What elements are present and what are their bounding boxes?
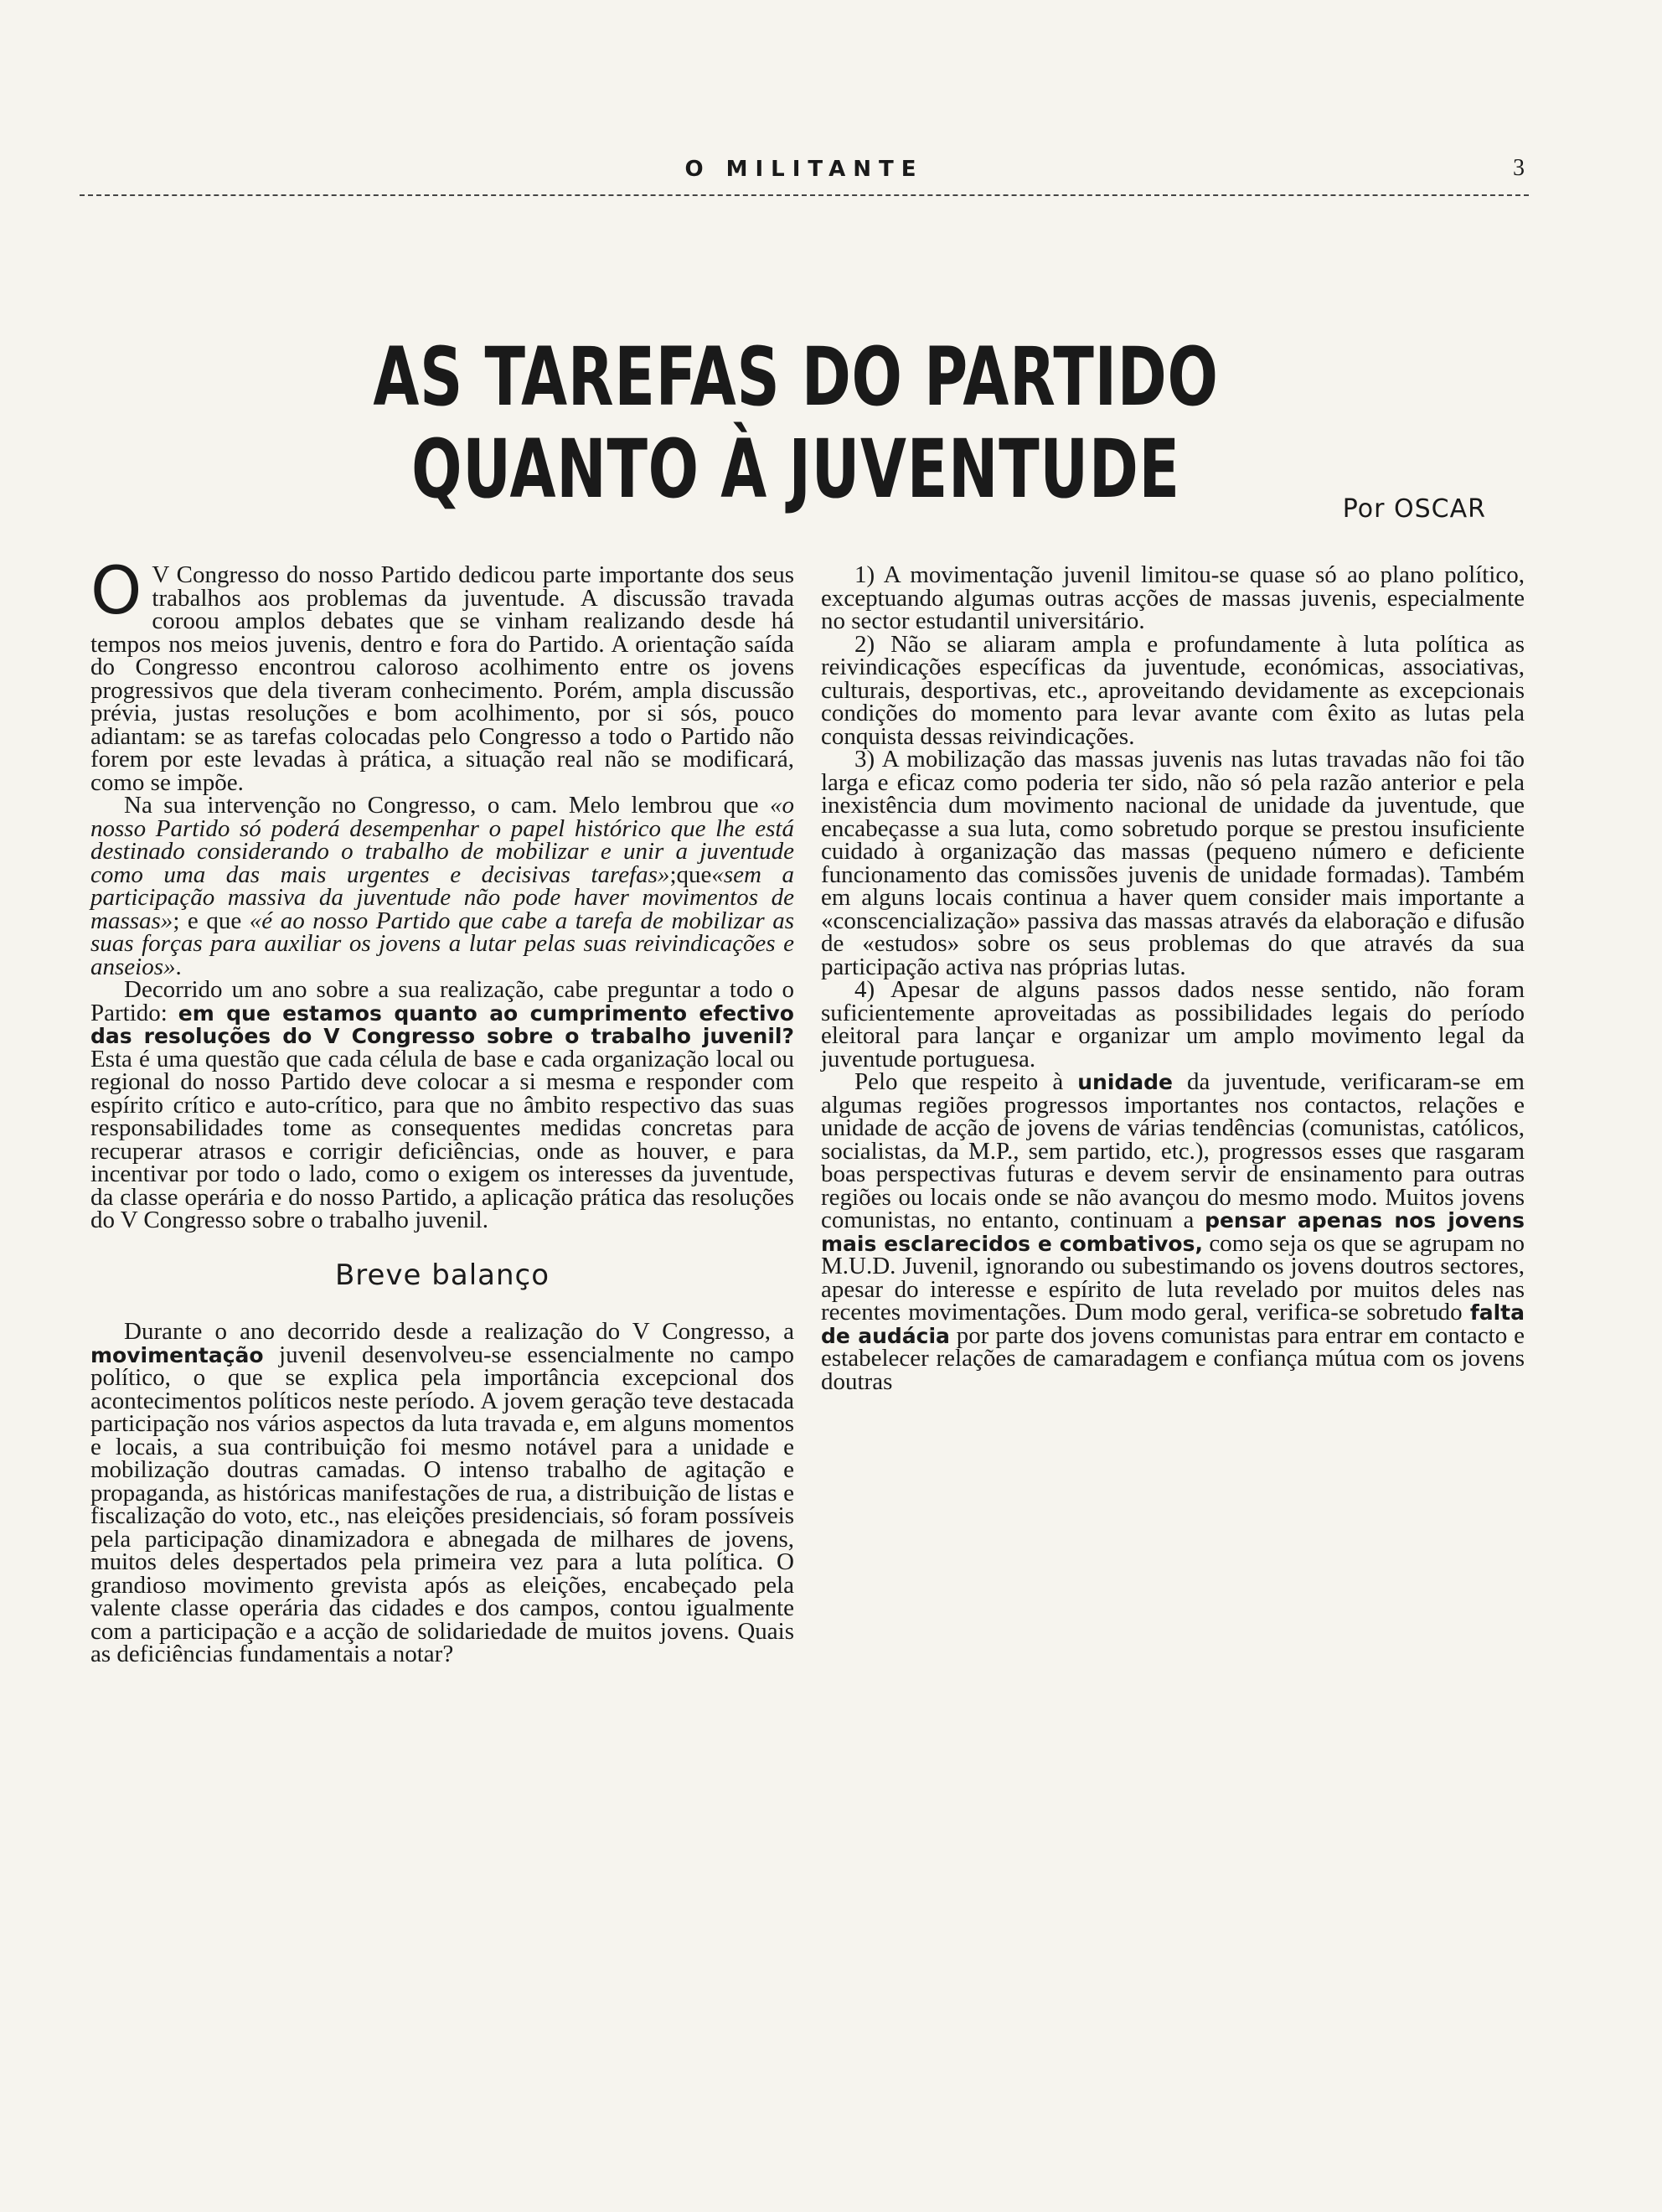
bold-question: em que estamos quanto ao cumprimento efectivo das resoluções do V Congresso sobre o trabalho juvenil? — [90, 1000, 794, 1048]
point-2: 2) Não se aliaram ampla e profundamente à luta política as reivindicações específicas da juventude, económicas, associativas, culturais, desportivas, etc., aproveitando devidamente as excepcionais condições do momento para levar avante com êxito as lutas pela conquista dessas reivindicações. — [821, 630, 1525, 750]
header-rule — [80, 194, 1529, 196]
article-title: AS TAREFAS DO PARTIDO QUANTO À JUVENTUDE — [373, 330, 1219, 516]
column-left — [90, 554, 794, 1667]
paragraph-question: Decorrido um ano sobre a sua realização, cabe preguntar a todo o Partido: em que estamos quanto ao cumprimento efectivo das resoluções do V Congresso sobre o trabalho juvenil? Esta é uma questão que cada célula de base e cada organização local ou regional do nosso Partido deve colocar a si mesma e responder com espírito crítico e auto-crítico, para que no âmbito respectivo das suas responsabilidades tome as consequentes medidas concretas para recuperar atrasos e corrigir deficiências, onde as houver, e para incentivar por todo o lado, como o exigem os interesses da juventude, da classe operária e do nosso Partido, a aplicação prática das resoluções do V Congresso sobre o trabalho juvenil. — [90, 976, 794, 1233]
paragraph-unity: Pelo que respeito à unidade da juventude, verificaram-se em algumas regiões progressos importantes nos contactos, relações e unidade de acção de jovens de várias tendências (comunistas, católicos, socialistas, da M.P., sem partido, etc.), progressos esses que rasgaram boas perspectivas futuras e devem servir de ensinamento para outras regiões ou locais onde se não avançou do mesmo modo. Muitos jovens comunistas, no entanto, continuam a pensar apenas nos jovens mais esclarecidos e combativos, como seja os que se agrupam no M.U.D. Juvenil, ignorando ou subestimando os jovens doutros sectores, apesar do interesse e espírito de luta revelado por muitos deles nas recentes movimentações. Dum modo geral, verifica-se sobretudo falta de audácia por parte dos jovens comunistas para entrar em contacto e estabelecer relações de camaradagem e confiança mútua com os jovens doutras — [821, 1068, 1525, 1395]
bold-pensar: pensar apenas nos jovens mais esclarecidos e combativos, — [821, 1208, 1525, 1256]
masthead: O MILITANTE — [684, 157, 924, 182]
paragraph-intro: O V Congresso do nosso Partido dedicou parte importante dos seus trabalhos aos problemas da juventude. A discussão travada coroou amplos debates que se vinham realizando desde há tempos nos meios juvenis, dentro e fora do Partido. A orientação saída do Congresso encontrou caloroso acolhimento entre os jovens progressivos que dela tiveram conhecimento. Porém, ampla discussão prévia, justas resoluções e bom acolhimento, por si sós, pouco adiantam: se as tarefas colocadas pelo Congresso a todo o Partido não forem por este levadas à prática, a situação real não se modificará, como se impõe. — [90, 554, 794, 796]
paragraph-quote: Na sua intervenção no Congresso, o cam. Melo lembrou que «o nosso Partido só poderá desempenhar o papel histórico que lhe está destinado considerando o trabalho de mobilizar e unir a juventude como uma das mais urgentes e decisivas tarefas»;que«sem a participação massiva da juventude não pode haver movimentos de massas»; e que «é ao nosso Partido que cabe a tarefa de mobilizar as suas forças para auxiliar os jovens a lutar pelas suas reivindicações e anseios». — [90, 792, 794, 980]
point-1: 1) A movimentação juvenil limitou-se quase só ao plano político, exceptuando algumas outras acções de massas juvenis, especialmente no sector estudantil universitário. — [821, 561, 1525, 634]
page-number: 3 — [1513, 155, 1525, 181]
bold-audacia: falta de audácia — [821, 1300, 1525, 1348]
quote-3: «é ao nosso Partido que cabe a tarefa de mobilizar as suas forças para auxiliar os jovens a lutar pelas suas reivindicações e anseios» — [90, 907, 794, 980]
byline: Por OSCAR — [1342, 494, 1486, 524]
section-heading: Breve balanço — [334, 1258, 550, 1292]
quote-1: «o nosso Partido só poderá desempenhar o papel histórico que lhe está destinado considerando o trabalho de mobilizar e unir a juventude como uma das mais urgentes e decisivas tarefas» — [90, 792, 794, 888]
drop-cap: O — [90, 554, 142, 629]
point-3: 3) A mobilização das massas juvenis nas lutas travadas não foi tão larga e eficaz como poderia ter sido, não só pela razão anterior e pela inexistência dum movimento nacional de unidade da juventude, que encabeçasse a sua luta, como sobretudo porque se prestou insuficiente cuidado à organização das massas (pequeno número e deficiente funcionamento das comissões juvenis de unidade formadas). Também em alguns locais continua a haver quem consider mais importante a «conscencialização» passiva das massas através da elaboração e difusão de «estudos» sobre os seus problemas do que através da sua participação activa nas próprias lutas. — [821, 746, 1525, 980]
point-4: 4) Apesar de alguns passos dados nesse sentido, não foram suficientemente aproveitadas as possibilidades legais do período eleitoral para lançar e organizar um amplo movimento legal da juventude portuguesa. — [821, 976, 1525, 1072]
quote-2: «sem a participação massiva da juventude não pode haver movimentos de massas» — [90, 861, 794, 934]
bold-unidade: unidade — [1077, 1070, 1174, 1094]
bold-movimentacao: movimentação — [90, 1342, 264, 1367]
paragraph-balance: Durante o ano decorrido desde a realização do V Congresso, a movimentação juvenil desenvolveu-se essencialmente no campo político, o que se explica pela importância excepcional dos acontecimentos políticos neste período. A jovem geração teve destacada participação nos vários aspectos da luta travada e, em alguns momentos e locais, a sua contribuição foi mesmo notável para a unidade e mobilização doutras camadas. O intenso trabalho de agitação e propaganda, as históricas manifestações de rua, a distribuição de listas e fiscalização do voto, etc., nas eleições presidenciais, só foram possíveis pela participação dinamizadora e abnegada de milhares de jovens, muitos deles despertados pela primeira vez para a luta política. O grandioso movimento grevista após as eleições, encabeçado pela valente classe operária das cidades e dos campos, contou igualmente com a participação e a acção de solidariedade de muitos jovens. Quais as deficiências fundamentais a notar? — [90, 1318, 794, 1667]
column-right — [821, 561, 1525, 1395]
running-head — [84, 155, 1525, 189]
